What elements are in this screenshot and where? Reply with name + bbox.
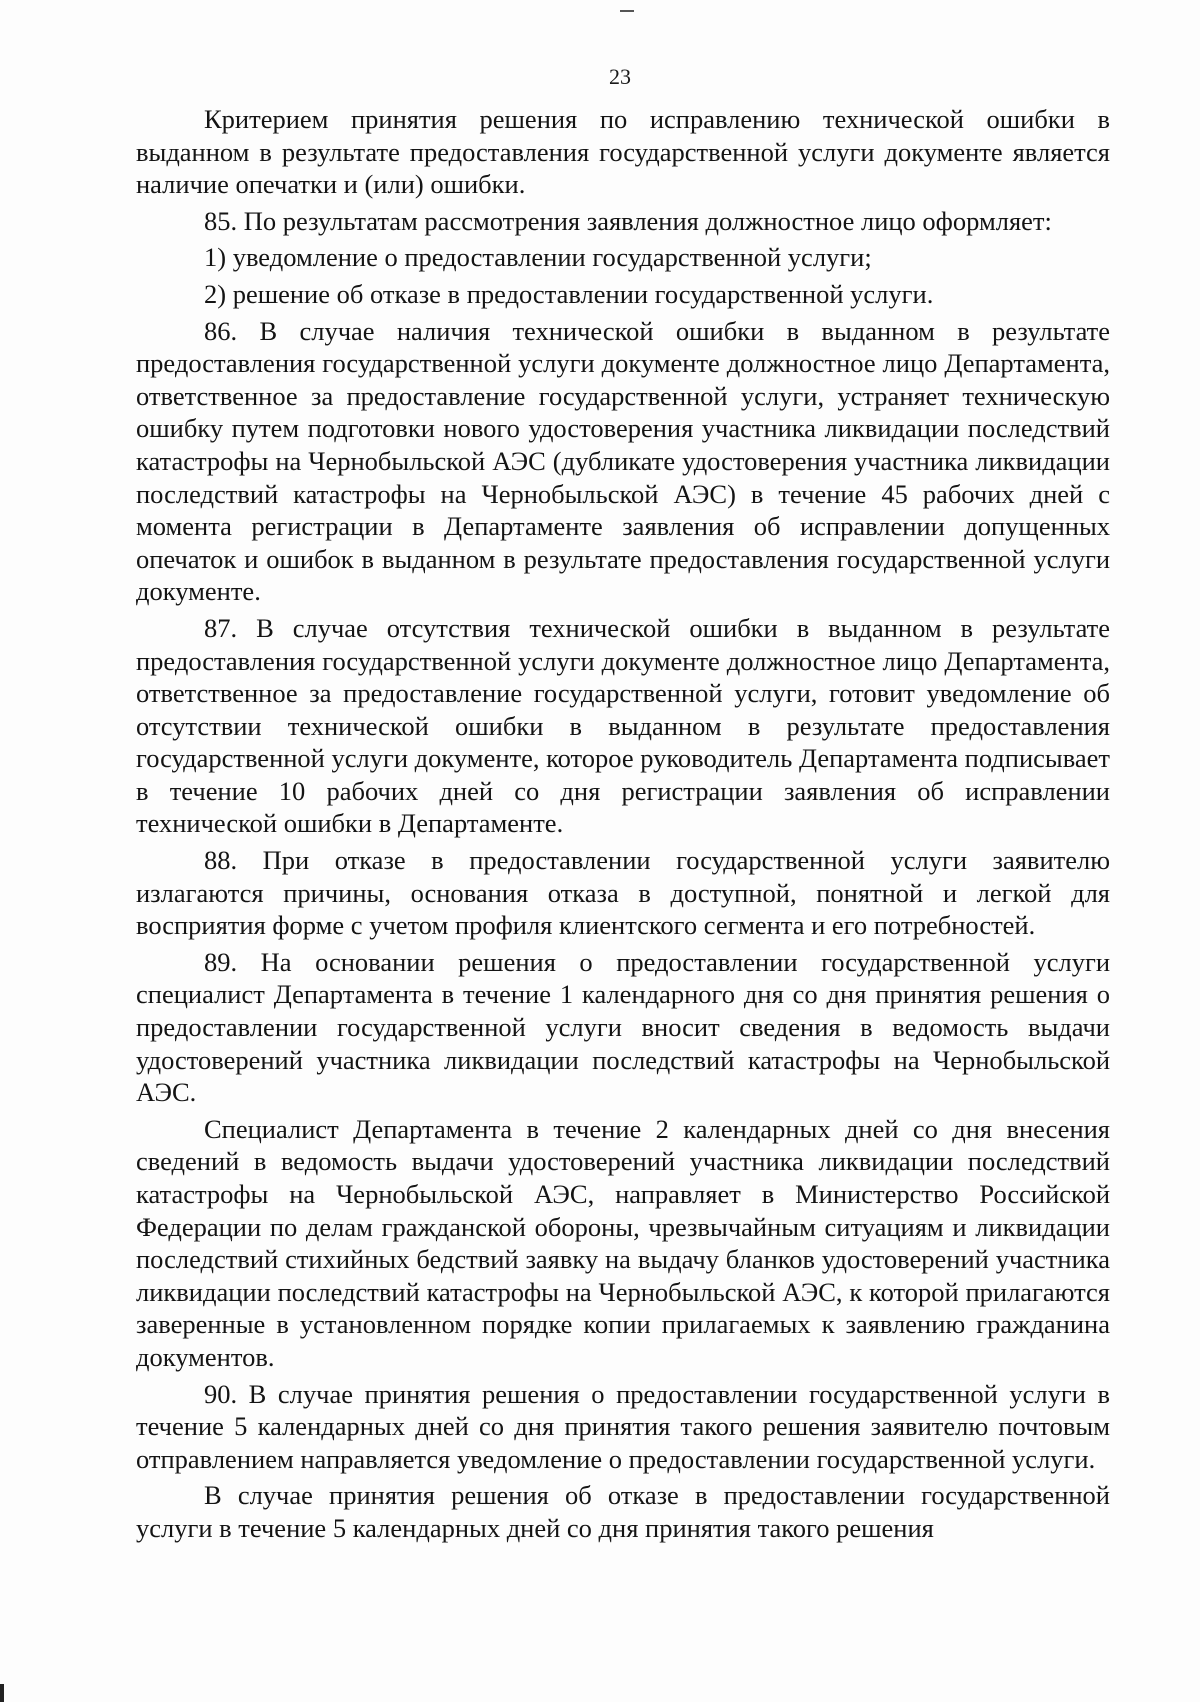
scan-edge-mark: [0, 1684, 4, 1702]
paragraph-89: 89. На основании решения о предоставлении государственной услуги специалист Департамента в течение 1 календарного дня со дня принятия решения о предоставлении государственной услуги вносит сведения в ведомость выдачи удостоверений участника ликвидации последствий катастрофы на Чернобыльской АЭС.: [136, 946, 1110, 1108]
paragraph-90: 90. В случае принятия решения о предоставлении государственной услуги в течение 5 календарных дней со дня принятия такого решения заявителю почтовым отправлением направляется уведомление о предоставлении государственной услуги.: [136, 1378, 1110, 1474]
paragraph-85: 85. По результатам рассмотрения заявления должностное лицо оформляет:: [204, 205, 1052, 236]
document-text: [136, 103, 1110, 1545]
paragraph-87: 87. В случае отсутствия технической ошибки в выданном в результате предоставления государственной услуги документе должностное лицо Департамента, ответственное за предоставление государственной услуги, готовит уведомление об отсутствии технической ошибки в выданном в результате предоставления государственной услуги документе, которое руководитель Департамента подписывает в течение 10 рабочих дней со дня регистрации заявления об исправлении технической ошибки в Департаменте.: [136, 612, 1110, 839]
paragraph-90-refusal: В случае принятия решения об отказе в предоставлении государственной услуги в течение 5 календарных дней со дня принятия такого решения: [136, 1480, 1110, 1543]
paragraph-85-item-1: 1) уведомление о предоставлении государственной услуги;: [204, 242, 872, 273]
scan-mark: [620, 10, 634, 12]
page-number: 23: [609, 64, 631, 89]
paragraph-85-item-2: 2) решение об отказе в предоставлении государственной услуги.: [204, 278, 934, 309]
paragraph-89-specialist: Специалист Департамента в течение 2 календарных дней со дня внесения сведений в ведомость выдачи удостоверений участника ликвидации последствий катастрофы на Чернобыльской АЭС, направляет в Министерство Российской Федерации по делам гражданской обороны, чрезвычайным ситуациям и ликвидации последствий стихийных бедствий заявку на выдачу бланков удостоверений участника ликвидации последствий катастрофы на Чернобыльской АЭС, к которой прилагаются заверенные в установленном порядке копии прилагаемых к заявлению гражданина документов.: [136, 1113, 1110, 1372]
paragraph-86: 86. В случае наличия технической ошибки в выданном в результате предоставления государственной услуги документе должностное лицо Департамента, ответственное за предоставление государственной услуги, устраняет техническую ошибку путем подготовки нового удостоверения участника ликвидации последствий катастрофы на Чернобыльской АЭС (дубликате удостоверения участника ликвидации последствий катастрофы на Чернобыльской АЭС) в течение 45 рабочих дней с момента регистрации в Департаменте заявления об исправлении допущенных опечаток и ошибок в выданном в результате предоставления государственной услуги документе.: [136, 315, 1110, 607]
paragraph-criterion: Критерием принятия решения по исправлению технической ошибки в выданном в результате предоставления государственной услуги документе является наличие опечатки и (или) ошибки.: [136, 104, 1110, 200]
paragraph-88: 88. При отказе в предоставлении государственной услуги заявителю излагаются причины, основания отказа в доступной, понятной и легкой для восприятия форме с учетом профиля клиентского сегмента и его потребностей.: [136, 845, 1110, 941]
